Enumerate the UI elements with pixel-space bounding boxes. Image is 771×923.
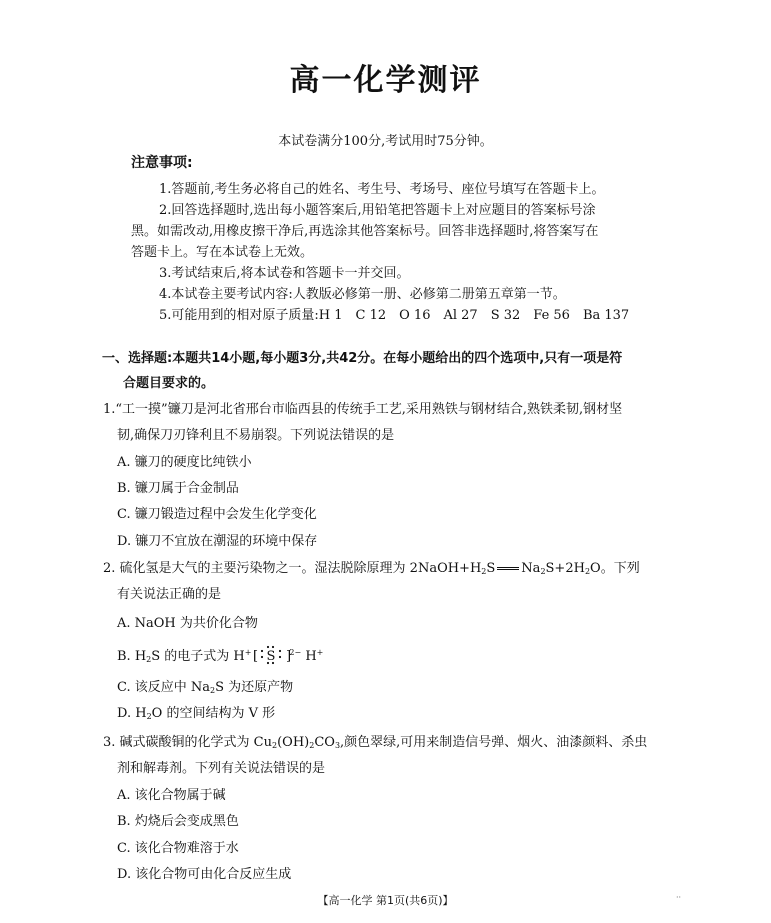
q2-d-text-1: D. H	[117, 706, 147, 721]
svg-text:]: ]	[286, 649, 292, 664]
q2-sub: 2	[540, 567, 546, 576]
q2-stem-text-1: 2. 硫化氢是大气的主要污染物之一。湿法脱除原理为 2NaOH+H	[103, 561, 482, 576]
q2-b-s: S	[266, 649, 276, 664]
notice-item-2: 2.回答选择题时,选出每小题答案后,用铅笔把答题卡上对应题目的答案标号涂	[159, 203, 596, 218]
q3-option-d: D. 该化合物可由化合反应生成	[117, 867, 292, 882]
svg-text:[: [	[253, 649, 259, 664]
q3-stem-text-1: 3. 碱式碳酸铜的化学式为 Cu	[103, 735, 272, 750]
q2-d-text-2: O 的空间结构为 V 形	[151, 706, 276, 721]
q3-option-c: C. 该化合物难溶于水	[117, 841, 239, 856]
q1-option-a: A. 镰刀的硬度比纯铁小	[117, 455, 252, 470]
notice-item-5: 5.可能用到的相对原子质量:H 1 C 12 O 16 Al 27 S 32 Fe 56 Ba 137	[159, 308, 630, 323]
q1-option-d: D. 镰刀不宜放在潮湿的环境中保存	[117, 534, 318, 549]
q2-option-c	[117, 676, 293, 695]
section-heading-cont: 合题目要求的。	[123, 376, 215, 391]
q2-c-text-2: S 为还原产物	[215, 680, 294, 695]
q2-option-d	[117, 702, 275, 721]
exam-info: 本试卷满分100分,考试用时75分钟。	[278, 134, 493, 149]
notice-item-2-cont2: 答题卡上。写在本试卷上无效。	[131, 245, 314, 260]
q2-b-text-2: S 的电子式为 H	[151, 649, 245, 664]
equals-sign-icon	[497, 567, 519, 570]
q3-stem-text-3: CO	[314, 735, 335, 750]
notice-item-1: 1.答题前,考生务必将自己的姓名、考生号、考场号、座位号填写在答题卡上。	[159, 182, 605, 197]
q3-sub: 3	[334, 741, 341, 750]
q2-sub: 2	[146, 655, 152, 664]
q2-stem-cont: 有关说法正确的是	[117, 587, 222, 602]
q2-stem-na: Na	[521, 561, 541, 576]
q3-stem	[103, 731, 647, 750]
q2-sub: 2	[210, 686, 216, 695]
q3-option-b: B. 灼烧后会变成黑色	[117, 814, 239, 829]
q1-option-b: B. 镰刀属于合金制品	[117, 481, 239, 496]
page-footer: 【高一化学 第1页(共6页)】	[317, 894, 454, 907]
q2-sub: 2	[584, 567, 591, 576]
page-title: 高一化学测评	[289, 63, 482, 98]
q2-stem-text-3: O。下列	[590, 561, 640, 576]
notice-heading: 注意事项:	[131, 155, 193, 171]
q2-stem-text-2: S+2H	[545, 561, 585, 576]
q1-option-c: C. 镰刀锻造过程中会发生化学变化	[117, 507, 317, 522]
q2-stem	[103, 557, 640, 576]
q2-option-b	[117, 645, 323, 665]
q2-sub: 2	[146, 712, 152, 721]
q3-stem-text-2: (OH)	[277, 735, 310, 750]
section-heading: 一、选择题:本题共14小题,每小题3分,共42分。在每小题给出的四个选项中,只有一项是符	[102, 351, 623, 366]
q2-b-text-1: B. H	[117, 649, 147, 664]
q3-sub: 2	[272, 741, 278, 750]
q3-sub: 2	[309, 741, 315, 750]
q3-option-a: A. 该化合物属于碱	[117, 788, 226, 803]
notice-item-4: 4.本试卷主要考试内容:人教版必修第一册、必修第二册第五章第一节。	[159, 287, 566, 302]
q3-stem-text-4: ,颜色翠绿,可用来制造信号弹、烟火、油漆颜料、杀虫	[340, 735, 648, 750]
q1-stem-cont: 韧,确保刀刃锋利且不易崩裂。下列说法错误的是	[117, 428, 395, 443]
q2-option-a: A. NaOH 为共价化合物	[117, 616, 258, 631]
q2-b-h: H	[305, 649, 317, 664]
q2-charge: 2−	[289, 648, 302, 657]
q2-c-text-1: C. 该反应中 Na	[117, 680, 211, 695]
q3-stem-cont: 剂和解毒剂。下列有关说法错误的是	[117, 761, 326, 776]
footer-mark: ··	[676, 893, 682, 902]
notice-item-3: 3.考试结束后,将本试卷和答题卡一并交回。	[159, 266, 410, 281]
q2-stem-s: S	[486, 561, 496, 576]
q2-sub: 2	[481, 567, 487, 576]
q1-stem: 1.“工一摸”镰刀是河北省邢台市临西县的传统手工艺,采用熟铁与钢材结合,熟铁柔韧,钢材坚	[103, 402, 623, 417]
notice-item-2-cont: 黑。如需改动,用橡皮擦干净后,再选涂其他答案标号。回答非选择题时,将答案写在	[131, 224, 599, 239]
q2-plus: +	[244, 648, 252, 657]
q2-plus: +	[316, 648, 324, 657]
